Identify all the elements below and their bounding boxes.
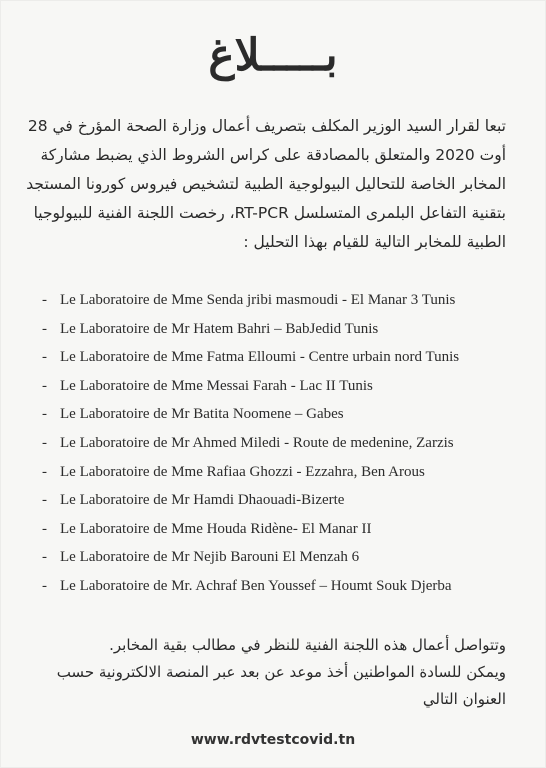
- laboratory-list: [42, 286, 532, 601]
- intro-line: أوت 2020 والمتعلق بالمصادقة على كراس الشروط الذي يضبط مشاركة: [40, 146, 506, 164]
- list-item: [42, 343, 532, 372]
- intro-line: الطبية للمخابر التالية للقيام بهذا التحليل :: [243, 233, 506, 251]
- intro-line: تبعا لقرار السيد الوزير المكلف بتصريف أعمال وزارة الصحة المؤرخ في 28: [27, 117, 506, 135]
- laboratory-name: Le Laboratoire de Mme Fatma Elloumi - Centre urbain nord Tunis: [60, 349, 460, 366]
- laboratory-name: Le Laboratoire de Mr Hatem Bahri – BabJedid Tunis: [60, 320, 379, 337]
- website-address: www.rdvtestcovid.tn: [190, 732, 356, 748]
- laboratory-name: Le Laboratoire de Mr. Achraf Ben Youssef – Houmt Souk Djerba: [60, 577, 452, 594]
- intro-line: بتقنية التفاعل البلمرى المتسلسل RT-PCR، رخصت اللجنة الفنية للبيولوجيا: [33, 204, 506, 222]
- closing-line: ويمكن للسادة المواطنين أخذ موعد عن بعد عبر المنصة الالكترونية حسب: [56, 663, 506, 681]
- intro-paragraph: [26, 112, 506, 257]
- bullet: -: [42, 492, 47, 509]
- bullet: -: [42, 434, 47, 451]
- laboratory-name: Le Laboratoire de Mme Messai Farah - Lac II Tunis: [60, 377, 373, 394]
- laboratory-name: Le Laboratoire de Mr Hamdi Dhaouadi-Bizerte: [60, 492, 345, 509]
- bullet: -: [42, 349, 47, 366]
- announcement-title: بـــــلاغ: [208, 30, 338, 81]
- laboratory-name: Le Laboratoire de Mme Houda Ridène- El Manar II: [60, 520, 372, 537]
- list-item: [42, 458, 532, 487]
- list-item: [42, 315, 532, 344]
- closing-paragraph: [26, 632, 506, 713]
- laboratory-name: Le Laboratoire de Mr Batita Noomene – Gabes: [60, 406, 344, 423]
- closing-line: وتتواصل أعمال هذه اللجنة الفنية للنظر في مطالب بقية المخابر.: [109, 636, 506, 654]
- closing-line: العنوان التالي: [422, 690, 506, 708]
- list-item: [42, 572, 532, 601]
- bullet: -: [42, 292, 47, 308]
- bullet: -: [42, 320, 47, 337]
- list-item: [42, 429, 532, 458]
- list-item: [42, 486, 532, 515]
- bullet: -: [42, 406, 47, 423]
- bullet: -: [42, 549, 47, 566]
- bullet: -: [42, 520, 47, 537]
- list-item: [42, 286, 532, 315]
- list-item: [42, 543, 532, 572]
- bullet: -: [42, 577, 47, 594]
- laboratory-name: Le Laboratoire de Mme Senda jribi masmoudi - El Manar 3 Tunis: [60, 292, 456, 308]
- intro-line: المخابر الخاصة للتحاليل البيولوجية الطبية لتشخيص فيروس كورونا المستجد: [26, 175, 506, 193]
- laboratory-name: Le Laboratoire de Mr Ahmed Miledi - Route de medenine, Zarzis: [60, 434, 454, 451]
- laboratory-name: Le Laboratoire de Mme Rafiaa Ghozzi - Ezzahra, Ben Arous: [60, 463, 425, 480]
- laboratory-name: Le Laboratoire de Mr Nejib Barouni El Menzah 6: [60, 549, 360, 566]
- list-item: [42, 515, 532, 544]
- bullet: -: [42, 463, 47, 480]
- bullet: -: [42, 377, 47, 394]
- list-item: [42, 400, 532, 429]
- list-item: [42, 372, 532, 401]
